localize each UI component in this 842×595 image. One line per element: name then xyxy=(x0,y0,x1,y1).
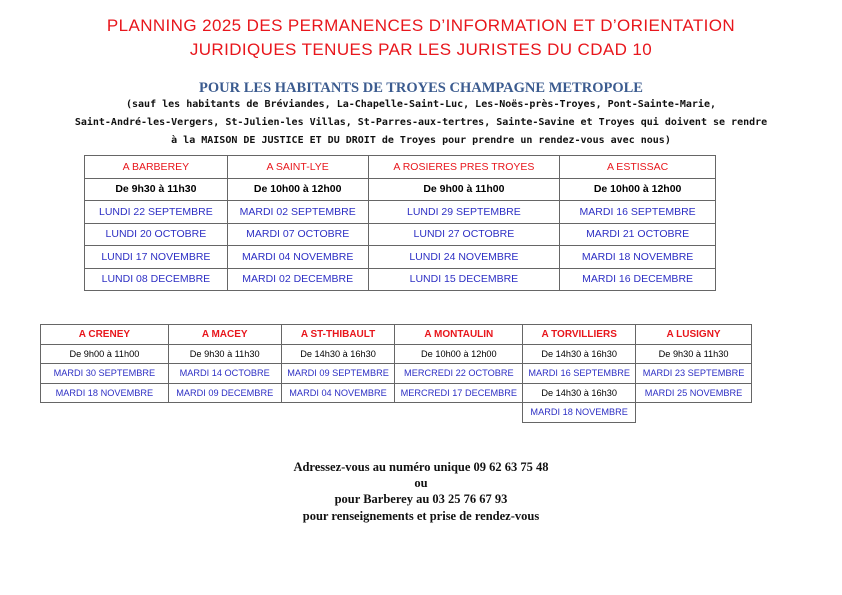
date-cell: MARDI 16 DECEMBRE xyxy=(560,268,716,291)
hours-cell: De 14h30 à 16h30 xyxy=(523,383,636,403)
footer-info: pour renseignements et prise de rendez-vous xyxy=(302,509,540,523)
date-cell: MARDI 09 DECEMBRE xyxy=(168,383,281,403)
hours-cell: De 10h00 à 12h00 xyxy=(395,344,523,364)
note-line2: Saint-André-les-Vergers, St-Julien-les Villas, St-Parres-aux-tertres, Sainte-Savine et Troyes qui doivent se rendre xyxy=(74,117,768,128)
schedule-table-2 xyxy=(40,324,752,423)
date-cell: MARDI 02 SEPTEMBRE xyxy=(227,201,368,224)
hours-cell: De 14h30 à 16h30 xyxy=(281,344,395,364)
date-cell: MARDI 23 SEPTEMBRE xyxy=(636,364,752,384)
hours-cell: De 9h30 à 11h30 xyxy=(168,344,281,364)
footer-phone: Adressez-vous au numéro unique 09 62 63 75 48 xyxy=(293,460,549,474)
date-cell: MARDI 07 OCTOBRE xyxy=(227,223,368,246)
date-cell: LUNDI 17 NOVEMBRE xyxy=(85,246,228,269)
schedule-table-1 xyxy=(84,155,716,291)
date-cell: MARDI 14 OCTOBRE xyxy=(168,364,281,384)
table-row xyxy=(41,383,752,403)
location-header: A CRENEY xyxy=(41,325,169,345)
date-cell: MARDI 21 OCTOBRE xyxy=(560,223,716,246)
page-subtitle: POUR LES HABITANTS DE TROYES CHAMPAGNE METROPOLE xyxy=(199,80,643,96)
date-cell: MERCREDI 22 OCTOBRE xyxy=(395,364,523,384)
hours-cell: De 10h00 à 12h00 xyxy=(227,178,368,201)
date-cell: LUNDI 20 OCTOBRE xyxy=(85,223,228,246)
location-header: A BARBEREY xyxy=(85,156,228,179)
date-cell: LUNDI 08 DECEMBRE xyxy=(85,268,228,291)
note-line3: à la MAISON DE JUSTICE ET DU DROIT de Troyes pour prendre un rendez-vous avec nous) xyxy=(171,135,671,146)
hours-cell: De 9h30 à 11h30 xyxy=(636,344,752,364)
note-line1: (sauf les habitants de Bréviandes, La-Chapelle-Saint-Luc, Les-Noës-près-Troyes, Pont-Sainte-Marie, xyxy=(125,99,716,110)
date-cell: MARDI 18 NOVEMBRE xyxy=(523,403,636,423)
date-cell: MARDI 18 NOVEMBRE xyxy=(41,383,169,403)
location-header: A ST-THIBAULT xyxy=(281,325,395,345)
location-header: A TORVILLIERS xyxy=(523,325,636,345)
date-cell: MARDI 04 NOVEMBRE xyxy=(227,246,368,269)
hours-cell: De 14h30 à 16h30 xyxy=(523,344,636,364)
table-row xyxy=(41,403,752,423)
table-header-row xyxy=(85,156,716,179)
date-cell: MARDI 30 SEPTEMBRE xyxy=(41,364,169,384)
date-cell: LUNDI 15 DECEMBRE xyxy=(368,268,560,291)
location-header: A LUSIGNY xyxy=(636,325,752,345)
date-cell: MARDI 02 DECEMBRE xyxy=(227,268,368,291)
date-cell: MARDI 25 NOVEMBRE xyxy=(636,383,752,403)
location-header: A SAINT-LYE xyxy=(227,156,368,179)
location-header: A ESTISSAC xyxy=(560,156,716,179)
hours-cell: De 10h00 à 12h00 xyxy=(560,178,716,201)
page-title-line2: JURIDIQUES TENUES PAR LES JURISTES DU CDAD 10 xyxy=(189,40,653,59)
hours-row xyxy=(41,344,752,364)
location-header: A MONTAULIN xyxy=(395,325,523,345)
footer-or: ou xyxy=(414,476,428,490)
date-cell: LUNDI 24 NOVEMBRE xyxy=(368,246,560,269)
location-header: A MACEY xyxy=(168,325,281,345)
date-cell: LUNDI 29 SEPTEMBRE xyxy=(368,201,560,224)
table-row xyxy=(85,201,716,224)
date-cell: LUNDI 27 OCTOBRE xyxy=(368,223,560,246)
date-cell: MARDI 04 NOVEMBRE xyxy=(281,383,395,403)
date-cell: MARDI 16 SEPTEMBRE xyxy=(560,201,716,224)
table-row xyxy=(85,268,716,291)
table-row xyxy=(85,223,716,246)
date-cell: MARDI 16 SEPTEMBRE xyxy=(523,364,636,384)
location-header: A ROSIERES PRES TROYES xyxy=(368,156,560,179)
table-row xyxy=(85,246,716,269)
date-cell: MARDI 09 SEPTEMBRE xyxy=(281,364,395,384)
date-cell: MERCREDI 17 DECEMBRE xyxy=(395,383,523,403)
table-header-row xyxy=(41,325,752,345)
hours-cell: De 9h30 à 11h30 xyxy=(85,178,228,201)
hours-cell: De 9h00 à 11h00 xyxy=(41,344,169,364)
hours-cell: De 9h00 à 11h00 xyxy=(368,178,560,201)
hours-row xyxy=(85,178,716,201)
table-row xyxy=(41,364,752,384)
date-cell: LUNDI 22 SEPTEMBRE xyxy=(85,201,228,224)
date-cell: MARDI 18 NOVEMBRE xyxy=(560,246,716,269)
footer-barberey-phone: pour Barberey au 03 25 76 67 93 xyxy=(334,492,508,506)
page-title-line1: PLANNING 2025 DES PERMANENCES D’INFORMATION ET D’ORIENTATION xyxy=(106,16,736,35)
